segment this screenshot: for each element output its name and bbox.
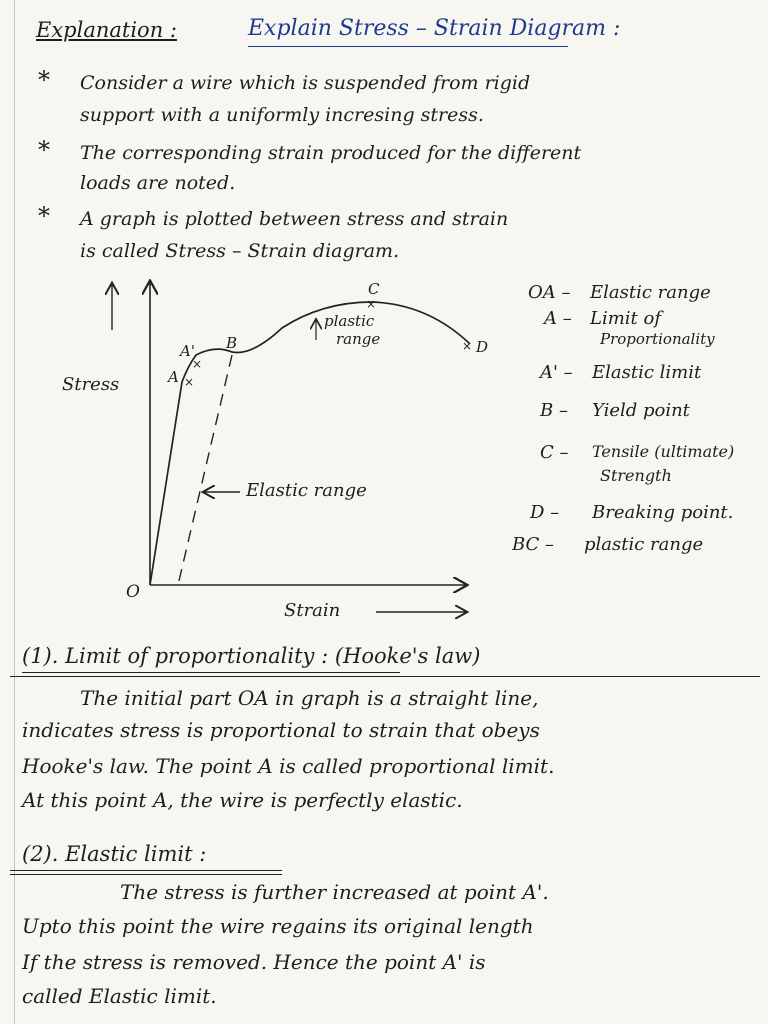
section-2-line-2: Upto this point the wire regains its original length: [22, 914, 534, 938]
x-axis-label: Strain: [284, 600, 341, 621]
section-2-underline-double: [10, 874, 282, 875]
plastic-range-label-1: plastic: [324, 312, 375, 330]
legend-key-a: A –: [544, 308, 572, 329]
section-2-underline: [10, 870, 282, 871]
legend-key-b: B –: [540, 400, 568, 421]
label-origin: O: [126, 582, 140, 602]
section-2-title: (2). Elastic limit :: [22, 842, 207, 866]
bullet-2-line-2: loads are noted.: [80, 172, 236, 194]
section-1-line-2: indicates stress is proportional to strain that obeys: [22, 718, 540, 742]
point-mark-c: ×: [366, 297, 377, 311]
legend-text-bc: plastic range: [584, 534, 704, 555]
explanation-heading: Explanation :: [36, 18, 177, 42]
legend-key-oa: OA –: [528, 282, 571, 303]
legend-text-oa: Elastic range: [590, 282, 711, 303]
section-1-line-1: The initial part OA in graph is a straight line,: [80, 686, 539, 710]
plastic-range-label-2: range: [336, 330, 381, 348]
bullet-star-1: *: [38, 66, 50, 94]
section-2-line-3: If the stress is removed. Hence the point A' is: [22, 950, 486, 974]
bullet-3-line-1: A graph is plotted between stress and strain: [80, 208, 509, 230]
legend-key-d: D –: [530, 502, 560, 523]
legend-text-d: Breaking point.: [592, 502, 734, 523]
point-mark-a1: ×: [192, 357, 203, 371]
legend-text-b: Yield point: [592, 400, 690, 421]
legend-key-a-prime: A' –: [540, 362, 573, 383]
label-point-c: C: [368, 280, 380, 298]
section-1-line-4: At this point A, the wire is perfectly elastic.: [22, 788, 463, 812]
label-point-a: A: [168, 368, 179, 386]
label-point-d: D: [476, 338, 489, 356]
stress-strain-curve: [150, 302, 473, 585]
label-point-b: B: [226, 334, 238, 352]
elastic-unloading-dashed-line: [178, 355, 232, 585]
page-title: Explain Stress – Strain Diagram :: [248, 16, 621, 41]
bullet-1-line-2: support with a uniformly incresing stress.: [80, 104, 484, 126]
label-point-a-prime: A': [180, 342, 195, 360]
legend-text-a: Limit of: [590, 308, 661, 329]
section-1-line-3: Hooke's law. The point A is called proportional limit.: [22, 754, 555, 778]
bullet-star-2: *: [38, 136, 50, 164]
legend-text-c: Tensile (ultimate): [592, 442, 735, 461]
legend-key-c: C –: [540, 442, 569, 463]
point-mark-d: ×: [462, 339, 473, 353]
legend-text-a-2: Proportionality: [600, 330, 715, 348]
bullet-star-3: *: [38, 202, 50, 230]
legend-text-a-prime: Elastic limit: [592, 362, 702, 383]
bullet-2-line-1: The corresponding strain produced for the different: [80, 142, 582, 164]
legend-text-c-2: Strength: [600, 466, 672, 485]
elastic-range-label: Elastic range: [246, 480, 367, 501]
bullet-3-line-2: is called Stress – Strain diagram.: [80, 240, 400, 262]
section-1-underline: [22, 672, 400, 673]
section-1-rule: [10, 676, 760, 677]
section-2-line-1: The stress is further increased at point A'.: [120, 880, 549, 904]
section-2-line-4: called Elastic limit.: [22, 984, 217, 1008]
point-mark-a: ×: [184, 375, 195, 389]
section-1-title: (1). Limit of proportionality : (Hooke's law): [22, 644, 481, 668]
y-axis-label: Stress: [62, 374, 120, 395]
bullet-1-line-1: Consider a wire which is suspended from rigid: [80, 72, 531, 94]
legend-key-bc: BC –: [512, 534, 555, 555]
